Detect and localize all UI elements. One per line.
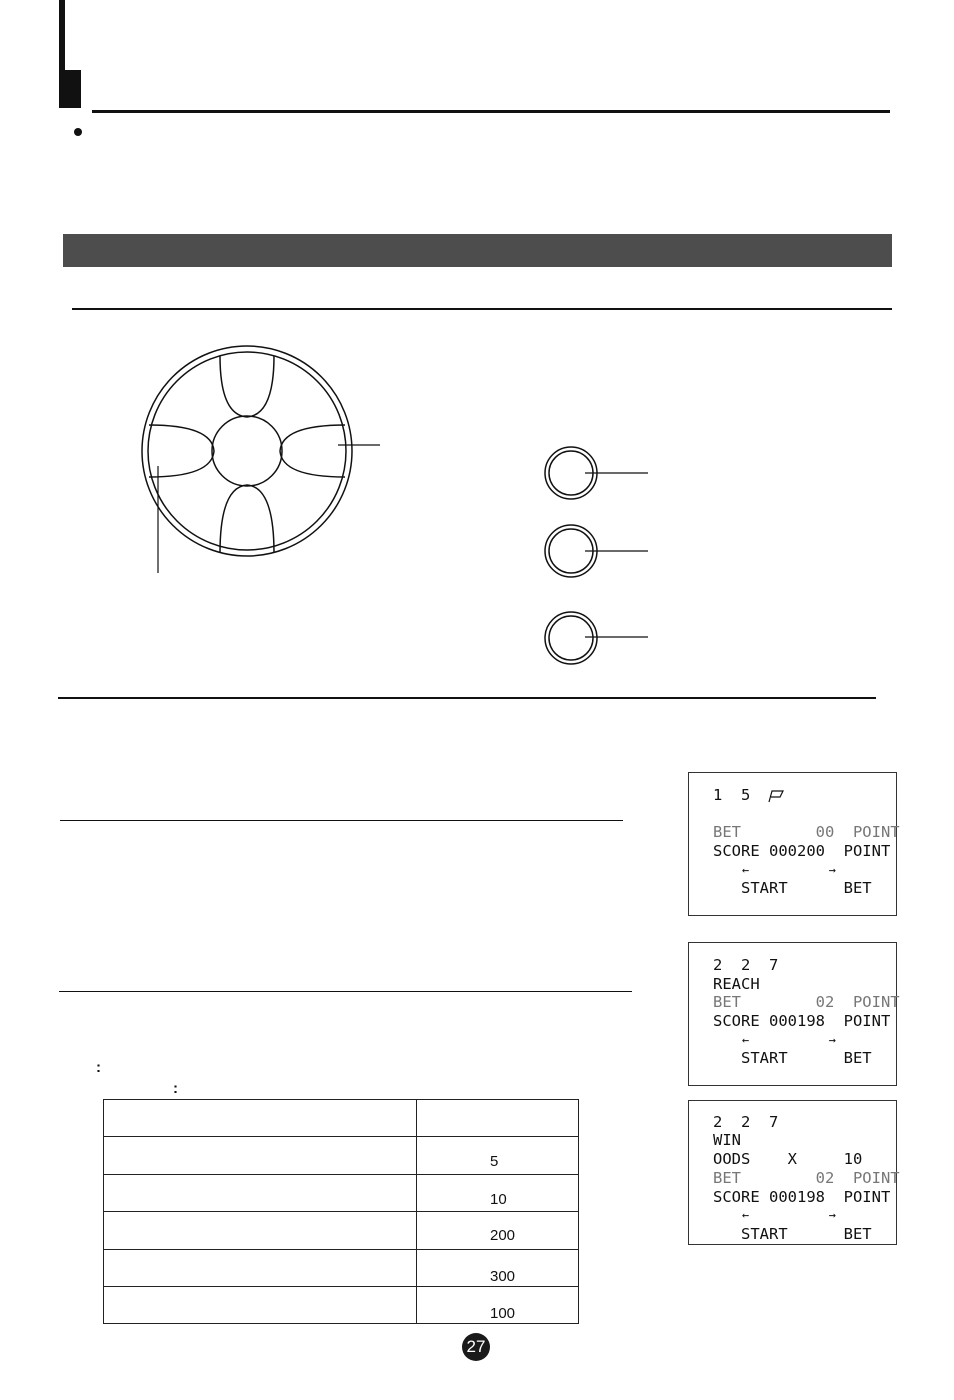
odds-value: 100 [490, 1305, 516, 1322]
screen-line: SCORE 000200 POINT [713, 842, 891, 860]
section-band [63, 234, 892, 267]
screen-line: SCORE 000198 POINT [713, 1188, 891, 1206]
table-row [104, 1286, 578, 1287]
game-screen-1 [688, 772, 900, 916]
screen-arrows: ← → [713, 863, 836, 877]
screen-line: SCORE 000198 POINT [713, 1012, 891, 1030]
odds-value: 5 [490, 1153, 499, 1170]
screen-line: START BET [713, 1225, 872, 1243]
rule-diagram-top [72, 308, 892, 310]
rule-section-2 [59, 991, 632, 992]
screen-line: REACH [713, 975, 760, 993]
screen-arrows: ← → [713, 1033, 836, 1047]
screen-line: 2 2 7 [713, 956, 779, 974]
odds-table [103, 1099, 579, 1324]
screen-line: WIN [713, 1131, 741, 1149]
table-row [104, 1174, 578, 1175]
label-colon: : [173, 1080, 178, 1097]
table-row [104, 1136, 578, 1137]
table-row [104, 1249, 578, 1250]
round-button-icon [545, 612, 648, 664]
dpad-icon [142, 346, 380, 573]
flag-icon [767, 789, 785, 803]
screen-line: BET 02 POINT [713, 1169, 900, 1187]
screen-line: START BET [713, 879, 872, 897]
game-screen-3 [688, 1100, 900, 1245]
odds-value: 300 [490, 1268, 516, 1285]
round-button-icon [545, 447, 648, 499]
game-screen-2 [688, 942, 900, 1086]
odds-value: 10 [490, 1191, 507, 1208]
section-tab-block [59, 70, 81, 108]
screen-line: OODS X 10 [713, 1150, 863, 1168]
rule-diagram-bottom [58, 697, 876, 699]
table-row [104, 1211, 578, 1212]
bullet-icon [74, 128, 82, 136]
header-rule [92, 110, 890, 113]
screen-line: 1 5 [713, 786, 769, 804]
odds-value: 200 [490, 1227, 516, 1244]
rule-section-1 [60, 820, 623, 821]
round-button-icon [545, 525, 648, 577]
screen-line: START BET [713, 1049, 872, 1067]
screen-line: 2 2 7 [713, 1113, 779, 1131]
screen-line: BET 02 POINT [713, 993, 900, 1011]
screen-line: BET 00 POINT [713, 823, 900, 841]
label-colon: : [96, 1059, 101, 1076]
screen-arrows: ← → [713, 1208, 836, 1222]
controller-diagram [130, 335, 660, 680]
page-number: 27 [462, 1333, 490, 1361]
